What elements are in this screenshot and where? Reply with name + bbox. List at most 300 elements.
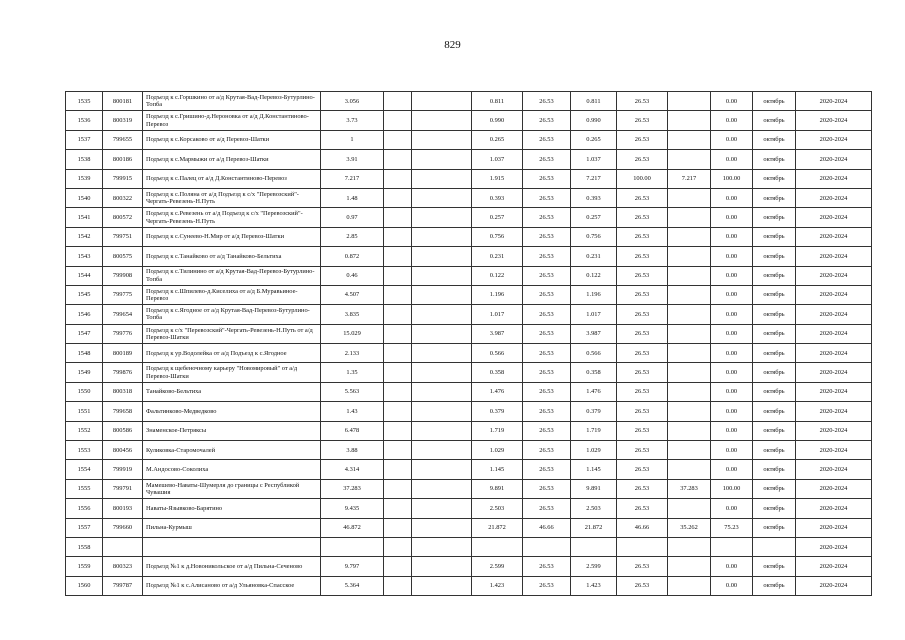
road-name-cell: Подъезд к с.Корсаково от а/д Перевоз-Шатки: [143, 130, 321, 149]
road-id-cell: 800322: [103, 188, 143, 207]
period-cell: 2020-2024: [796, 441, 872, 460]
percent-3-cell: 0.00: [711, 402, 753, 421]
value-3-cell: [668, 188, 711, 207]
month-cell: октябрь: [753, 188, 796, 207]
row-number-cell: 1553: [66, 441, 103, 460]
percent-2-cell: 26.53: [617, 479, 668, 498]
value-2-cell: 0.265: [571, 130, 617, 149]
row-number-cell: 1544: [66, 266, 103, 285]
percent-3-cell: 100.00: [711, 169, 753, 188]
period-cell: 2020-2024: [796, 518, 872, 537]
value-3-cell: [668, 402, 711, 421]
percent-3-cell: 0.00: [711, 305, 753, 324]
road-length-cell: 7.217: [321, 169, 384, 188]
row-number-cell: 1545: [66, 285, 103, 304]
road-length-cell: 3.056: [321, 92, 384, 111]
percent-1-cell: 26.53: [523, 227, 571, 246]
blank-cell: [384, 247, 412, 266]
percent-1-cell: 26.53: [523, 441, 571, 460]
table-row: [66, 188, 872, 207]
value-1-cell: 1.196: [472, 285, 523, 304]
value-3-cell: [668, 557, 711, 576]
month-cell: октябрь: [753, 499, 796, 518]
value-2-cell: 1.196: [571, 285, 617, 304]
blank-cell: [412, 208, 472, 227]
blank-cell: [384, 130, 412, 149]
percent-3-cell: 0.00: [711, 363, 753, 382]
period-cell: 2020-2024: [796, 150, 872, 169]
percent-3-cell: [711, 537, 753, 556]
road-length-cell: 9.435: [321, 499, 384, 518]
table-row: [66, 266, 872, 285]
month-cell: октябрь: [753, 169, 796, 188]
percent-3-cell: 0.00: [711, 382, 753, 401]
month-cell: октябрь: [753, 421, 796, 440]
road-id-cell: 799658: [103, 402, 143, 421]
row-number-cell: 1546: [66, 305, 103, 324]
value-2-cell: 1.423: [571, 576, 617, 595]
percent-2-cell: 26.53: [617, 344, 668, 363]
blank-cell: [384, 169, 412, 188]
blank-cell: [384, 227, 412, 246]
row-number-cell: 1541: [66, 208, 103, 227]
table-row: [66, 537, 872, 556]
month-cell: октябрь: [753, 460, 796, 479]
value-2-cell: 21.872: [571, 518, 617, 537]
value-2-cell: 0.358: [571, 363, 617, 382]
table-row: [66, 499, 872, 518]
percent-1-cell: 26.53: [523, 130, 571, 149]
percent-3-cell: 0.00: [711, 421, 753, 440]
road-name-cell: Подъезд к с.Танайково от а/д Танайково-Бельтиха: [143, 247, 321, 266]
value-3-cell: [668, 111, 711, 130]
road-length-cell: 2.85: [321, 227, 384, 246]
value-1-cell: 1.719: [472, 421, 523, 440]
percent-3-cell: 0.00: [711, 150, 753, 169]
value-2-cell: 1.037: [571, 150, 617, 169]
value-1-cell: 9.891: [472, 479, 523, 498]
percent-2-cell: 26.53: [617, 208, 668, 227]
row-number-cell: 1548: [66, 344, 103, 363]
road-id-cell: 800189: [103, 344, 143, 363]
period-cell: 2020-2024: [796, 92, 872, 111]
blank-cell: [412, 441, 472, 460]
row-number-cell: 1552: [66, 421, 103, 440]
blank-cell: [384, 576, 412, 595]
percent-3-cell: 0.00: [711, 324, 753, 343]
blank-cell: [412, 111, 472, 130]
blank-cell: [384, 266, 412, 285]
road-length-cell: 37.283: [321, 479, 384, 498]
percent-1-cell: 26.53: [523, 111, 571, 130]
value-1-cell: 1.145: [472, 460, 523, 479]
percent-2-cell: 46.66: [617, 518, 668, 537]
value-1-cell: 0.566: [472, 344, 523, 363]
percent-3-cell: 0.00: [711, 111, 753, 130]
value-1-cell: 3.987: [472, 324, 523, 343]
blank-cell: [412, 169, 472, 188]
month-cell: октябрь: [753, 266, 796, 285]
blank-cell: [412, 285, 472, 304]
table-row: [66, 479, 872, 498]
table-row: [66, 150, 872, 169]
percent-2-cell: 26.53: [617, 285, 668, 304]
road-length-cell: 0.46: [321, 266, 384, 285]
table-row: [66, 518, 872, 537]
percent-1-cell: 26.53: [523, 402, 571, 421]
road-length-cell: 2.133: [321, 344, 384, 363]
percent-3-cell: 100.00: [711, 479, 753, 498]
road-id-cell: 799876: [103, 363, 143, 382]
road-id-cell: 799751: [103, 227, 143, 246]
table-row: [66, 247, 872, 266]
value-3-cell: [668, 421, 711, 440]
month-cell: октябрь: [753, 208, 796, 227]
percent-2-cell: [617, 537, 668, 556]
value-3-cell: 35.262: [668, 518, 711, 537]
blank-cell: [384, 363, 412, 382]
percent-3-cell: 0.00: [711, 227, 753, 246]
value-2-cell: 2.503: [571, 499, 617, 518]
blank-cell: [384, 460, 412, 479]
value-3-cell: [668, 92, 711, 111]
period-cell: 2020-2024: [796, 557, 872, 576]
percent-3-cell: 0.00: [711, 499, 753, 518]
value-2-cell: 1.476: [571, 382, 617, 401]
percent-1-cell: 26.53: [523, 479, 571, 498]
value-2-cell: 2.599: [571, 557, 617, 576]
percent-3-cell: 0.00: [711, 92, 753, 111]
blank-cell: [384, 344, 412, 363]
blank-cell: [412, 363, 472, 382]
percent-3-cell: 0.00: [711, 208, 753, 227]
blank-cell: [412, 557, 472, 576]
row-number-cell: 1558: [66, 537, 103, 556]
value-2-cell: 0.756: [571, 227, 617, 246]
value-1-cell: 1.037: [472, 150, 523, 169]
road-id-cell: 800319: [103, 111, 143, 130]
percent-3-cell: 0.00: [711, 247, 753, 266]
percent-3-cell: 0.00: [711, 344, 753, 363]
road-id-cell: 799654: [103, 305, 143, 324]
road-id-cell: 800193: [103, 499, 143, 518]
percent-1-cell: 26.53: [523, 421, 571, 440]
road-id-cell: 800572: [103, 208, 143, 227]
month-cell: октябрь: [753, 92, 796, 111]
percent-2-cell: 26.53: [617, 130, 668, 149]
table-row: [66, 169, 872, 188]
percent-2-cell: 26.53: [617, 111, 668, 130]
blank-cell: [412, 421, 472, 440]
road-name-cell: [143, 537, 321, 556]
percent-1-cell: 46.66: [523, 518, 571, 537]
road-id-cell: 799791: [103, 479, 143, 498]
percent-1-cell: 26.53: [523, 344, 571, 363]
value-3-cell: [668, 537, 711, 556]
blank-cell: [384, 518, 412, 537]
blank-cell: [412, 460, 472, 479]
value-3-cell: [668, 363, 711, 382]
value-1-cell: 0.358: [472, 363, 523, 382]
row-number-cell: 1549: [66, 363, 103, 382]
value-3-cell: [668, 499, 711, 518]
blank-cell: [384, 479, 412, 498]
value-1-cell: 0.265: [472, 130, 523, 149]
period-cell: 2020-2024: [796, 344, 872, 363]
blank-cell: [412, 92, 472, 111]
road-length-cell: 0.97: [321, 208, 384, 227]
row-number-cell: 1543: [66, 247, 103, 266]
road-name-cell: Подъезд к с.Шпилево-д.Киселиха от а/д Б.Муравьиное-Перевоз: [143, 285, 321, 304]
blank-cell: [384, 188, 412, 207]
percent-1-cell: 26.53: [523, 247, 571, 266]
blank-cell: [384, 402, 412, 421]
road-name-cell: Наваты-Язывково-Барятино: [143, 499, 321, 518]
blank-cell: [384, 421, 412, 440]
row-number-cell: 1555: [66, 479, 103, 498]
row-number-cell: 1535: [66, 92, 103, 111]
value-1-cell: 2.503: [472, 499, 523, 518]
percent-1-cell: 26.53: [523, 188, 571, 207]
road-length-cell: 3.835: [321, 305, 384, 324]
period-cell: 2020-2024: [796, 111, 872, 130]
percent-2-cell: 26.53: [617, 460, 668, 479]
month-cell: октябрь: [753, 130, 796, 149]
road-name-cell: Подъезд к щебеночному карьеру "Новомировый" от а/д Перевоз-Шатки: [143, 363, 321, 382]
value-1-cell: 0.257: [472, 208, 523, 227]
period-cell: 2020-2024: [796, 537, 872, 556]
row-number-cell: 1550: [66, 382, 103, 401]
month-cell: октябрь: [753, 324, 796, 343]
blank-cell: [412, 576, 472, 595]
road-length-cell: [321, 537, 384, 556]
value-3-cell: [668, 247, 711, 266]
road-id-cell: 799787: [103, 576, 143, 595]
value-1-cell: 1.476: [472, 382, 523, 401]
period-cell: 2020-2024: [796, 208, 872, 227]
row-number-cell: 1560: [66, 576, 103, 595]
percent-2-cell: 26.53: [617, 576, 668, 595]
month-cell: октябрь: [753, 111, 796, 130]
percent-2-cell: 26.53: [617, 382, 668, 401]
percent-2-cell: 26.53: [617, 557, 668, 576]
road-name-cell: Куликовка-Старомочалей: [143, 441, 321, 460]
road-length-cell: 1.43: [321, 402, 384, 421]
page-number: 829: [444, 39, 461, 51]
blank-cell: [412, 479, 472, 498]
table-row: [66, 324, 872, 343]
value-3-cell: [668, 227, 711, 246]
row-number-cell: 1559: [66, 557, 103, 576]
percent-1-cell: 26.53: [523, 576, 571, 595]
road-id-cell: 799655: [103, 130, 143, 149]
value-1-cell: 1.915: [472, 169, 523, 188]
percent-2-cell: 26.53: [617, 266, 668, 285]
value-1-cell: 0.122: [472, 266, 523, 285]
percent-2-cell: 26.53: [617, 402, 668, 421]
row-number-cell: 1537: [66, 130, 103, 149]
percent-2-cell: 26.53: [617, 499, 668, 518]
month-cell: октябрь: [753, 576, 796, 595]
road-id-cell: 799775: [103, 285, 143, 304]
road-id-cell: 800323: [103, 557, 143, 576]
road-name-cell: Подъезд к с/х "Перевозский"-Чергать-Ревезень-Н.Путь от а/д Перевоз-Шатки: [143, 324, 321, 343]
road-length-cell: 0.872: [321, 247, 384, 266]
percent-2-cell: 26.53: [617, 363, 668, 382]
percent-3-cell: 0.00: [711, 441, 753, 460]
month-cell: октябрь: [753, 402, 796, 421]
blank-cell: [384, 499, 412, 518]
road-length-cell: 4.314: [321, 460, 384, 479]
value-2-cell: 0.122: [571, 266, 617, 285]
month-cell: октябрь: [753, 518, 796, 537]
road-name-cell: Подъезд к с.Поляна от а/д Подъезд к с/х "Перевозский"-Чергать-Ревезень-Н.Путь: [143, 188, 321, 207]
month-cell: октябрь: [753, 305, 796, 324]
value-1-cell: 21.872: [472, 518, 523, 537]
blank-cell: [412, 305, 472, 324]
percent-2-cell: 100.00: [617, 169, 668, 188]
table-row: [66, 363, 872, 382]
month-cell: октябрь: [753, 382, 796, 401]
value-3-cell: [668, 460, 711, 479]
table-row: [66, 576, 872, 595]
road-id-cell: 799915: [103, 169, 143, 188]
table-row: [66, 227, 872, 246]
table-row: [66, 305, 872, 324]
road-length-cell: 1.48: [321, 188, 384, 207]
blank-cell: [384, 285, 412, 304]
blank-cell: [384, 557, 412, 576]
row-number-cell: 1554: [66, 460, 103, 479]
road-name-cell: Подъезд к с.Ревезень от а/д Подъезд к с/х "Перевозский"-Чергать-Ревезень-Н.Путь: [143, 208, 321, 227]
value-2-cell: 3.987: [571, 324, 617, 343]
percent-3-cell: 0.00: [711, 266, 753, 285]
percent-1-cell: 26.53: [523, 499, 571, 518]
value-3-cell: [668, 344, 711, 363]
value-3-cell: [668, 382, 711, 401]
period-cell: 2020-2024: [796, 266, 872, 285]
road-id-cell: 800318: [103, 382, 143, 401]
road-id-cell: 799776: [103, 324, 143, 343]
road-name-cell: Пильна-Курмыш: [143, 518, 321, 537]
road-register-table: [65, 91, 872, 596]
blank-cell: [384, 150, 412, 169]
month-cell: [753, 537, 796, 556]
value-1-cell: 0.393: [472, 188, 523, 207]
period-cell: 2020-2024: [796, 402, 872, 421]
road-name-cell: Знаменское-Петряксы: [143, 421, 321, 440]
value-3-cell: 37.283: [668, 479, 711, 498]
row-number-cell: 1540: [66, 188, 103, 207]
table-row: [66, 557, 872, 576]
month-cell: октябрь: [753, 479, 796, 498]
value-3-cell: [668, 441, 711, 460]
value-2-cell: 0.990: [571, 111, 617, 130]
value-2-cell: 9.891: [571, 479, 617, 498]
month-cell: октябрь: [753, 247, 796, 266]
value-2-cell: 1.145: [571, 460, 617, 479]
row-number-cell: 1539: [66, 169, 103, 188]
percent-3-cell: 0.00: [711, 188, 753, 207]
value-2-cell: 0.393: [571, 188, 617, 207]
road-name-cell: Подъезд к с.Тилинино от а/д Крутая-Вад-Перевоз-Бутурлино-Топба: [143, 266, 321, 285]
table-row: [66, 92, 872, 111]
value-3-cell: [668, 305, 711, 324]
percent-3-cell: 0.00: [711, 460, 753, 479]
percent-1-cell: [523, 537, 571, 556]
percent-3-cell: 0.00: [711, 285, 753, 304]
road-length-cell: 15.029: [321, 324, 384, 343]
value-1-cell: 1.017: [472, 305, 523, 324]
road-id-cell: 799908: [103, 266, 143, 285]
blank-cell: [412, 402, 472, 421]
blank-cell: [384, 324, 412, 343]
percent-1-cell: 26.53: [523, 363, 571, 382]
percent-1-cell: 26.53: [523, 557, 571, 576]
value-2-cell: 1.719: [571, 421, 617, 440]
percent-3-cell: 0.00: [711, 557, 753, 576]
value-3-cell: [668, 285, 711, 304]
value-3-cell: 7.217: [668, 169, 711, 188]
value-2-cell: 1.029: [571, 441, 617, 460]
road-id-cell: 799660: [103, 518, 143, 537]
blank-cell: [412, 188, 472, 207]
percent-1-cell: 26.53: [523, 208, 571, 227]
road-length-cell: 3.88: [321, 441, 384, 460]
value-1-cell: 0.756: [472, 227, 523, 246]
percent-1-cell: 26.53: [523, 305, 571, 324]
value-3-cell: [668, 150, 711, 169]
road-length-cell: 3.73: [321, 111, 384, 130]
period-cell: 2020-2024: [796, 324, 872, 343]
blank-cell: [384, 441, 412, 460]
road-length-cell: 6.478: [321, 421, 384, 440]
period-cell: 2020-2024: [796, 188, 872, 207]
blank-cell: [412, 266, 472, 285]
blank-cell: [384, 208, 412, 227]
percent-2-cell: 26.53: [617, 150, 668, 169]
value-2-cell: 7.217: [571, 169, 617, 188]
percent-2-cell: 26.53: [617, 324, 668, 343]
value-1-cell: 0.990: [472, 111, 523, 130]
road-name-cell: Подъезд к ур.Водолейка от а/д Подъезд к с.Ягодное: [143, 344, 321, 363]
road-name-cell: Подъезд №1 к д.Новоникольское от а/д Пильна-Сеченово: [143, 557, 321, 576]
table-row: [66, 441, 872, 460]
period-cell: 2020-2024: [796, 499, 872, 518]
value-2-cell: 1.017: [571, 305, 617, 324]
blank-cell: [412, 344, 472, 363]
percent-1-cell: 26.53: [523, 92, 571, 111]
road-id-cell: 800586: [103, 421, 143, 440]
blank-cell: [412, 324, 472, 343]
value-2-cell: 0.257: [571, 208, 617, 227]
blank-cell: [384, 537, 412, 556]
month-cell: октябрь: [753, 285, 796, 304]
road-name-cell: Подъезд к с.Горшкино от а/д Крутая-Вад-Перевоз-Бутурлино-Топба: [143, 92, 321, 111]
road-name-cell: Подъезд к с.Сунеево-Н.Мир от а/д Перевоз-Шатки: [143, 227, 321, 246]
table-row: [66, 344, 872, 363]
percent-1-cell: 26.53: [523, 150, 571, 169]
road-id-cell: 800186: [103, 150, 143, 169]
value-1-cell: 2.599: [472, 557, 523, 576]
period-cell: 2020-2024: [796, 460, 872, 479]
road-name-cell: Фальтинково-Медведково: [143, 402, 321, 421]
road-name-cell: Мамешево-Наваты-Шумерля до границы с Республикой Чувашия: [143, 479, 321, 498]
value-1-cell: 1.029: [472, 441, 523, 460]
road-name-cell: Подъезд к с.Ягодное от а/д Крутая-Вад-Перевоз-Бутурлино-Топба: [143, 305, 321, 324]
month-cell: октябрь: [753, 227, 796, 246]
road-name-cell: Подъезд к с.Гришино-д.Нероновка от а/д Д.Константиново-Перевоз: [143, 111, 321, 130]
